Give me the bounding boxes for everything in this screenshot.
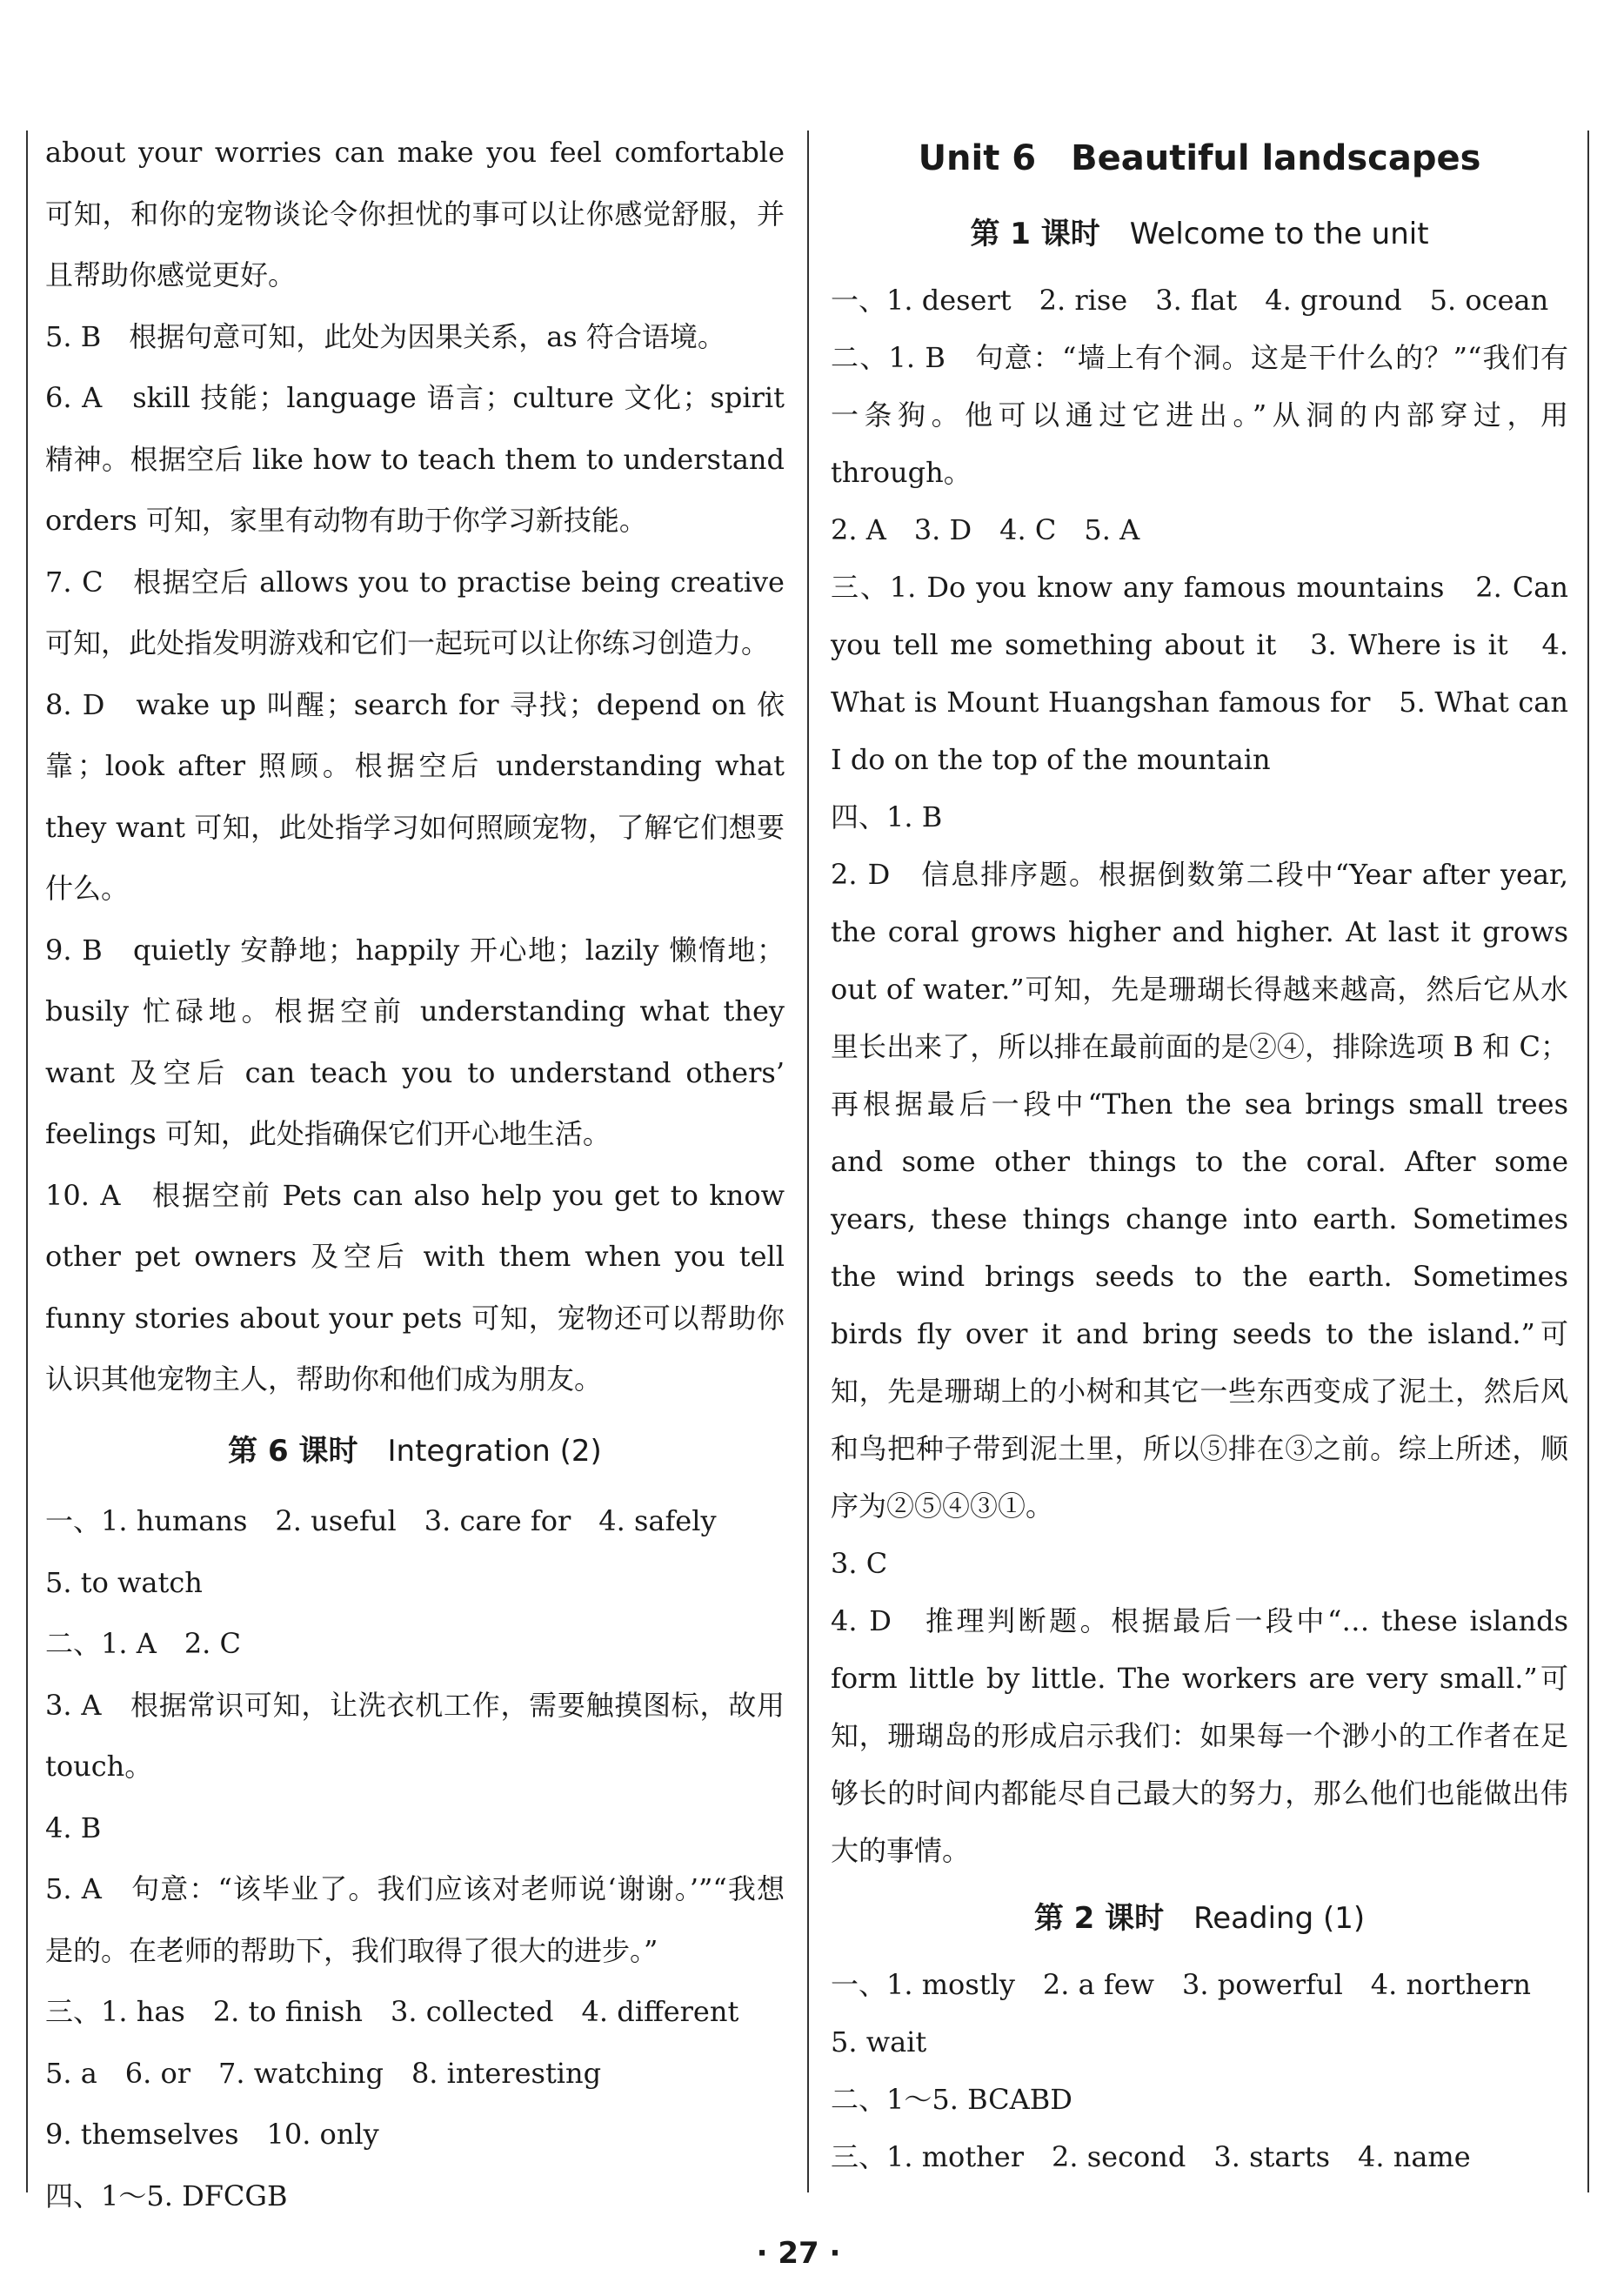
section-lesson-name: Integration (2) [387,1433,602,1469]
answer-paragraph: 5. A 句意：“该毕业了。我们应该对老师说‘谢谢。’”“我想是的。在老师的帮助下，我们取得了很大的进步。” [45,1872,785,1967]
section-heading [831,205,1568,263]
answer-line: 3. C [831,1547,888,1580]
answer-line: 一、1. humans 2. useful 3. care for 4. safely [45,1504,717,1537]
answer-paragraph: about your worries can make you feel comfortable 可知，和你的宠物谈论令你担忧的事可以让你感觉舒服，并且帮助你感觉更好。 [45,136,785,291]
answer-line: 四、1. B [831,800,943,833]
section-lesson-number: 第 1 课时 [970,217,1100,251]
answer-line: 5. to watch [45,1565,203,1599]
answer-paragraph: 7. C 根据空后 allows you to practise being creative 可知，此处指发明游戏和它们一起玩可以让你练习创造力。 [45,565,785,659]
section-lesson-number: 第 2 课时 [1033,1901,1165,1936]
answer-paragraph: 10. A 根据空前 Pets can also help you get to know other pet owners 及空后 with them when you tell funny stories about your pets 可知，宠物还可以帮助你认识其他宠物主人，帮助你和他们成为朋友。 [45,1178,785,1396]
answer-line: 四、1～5. DFCGB [45,2179,288,2212]
answer-paragraph: 9. B quietly 安静地；happily 开心地；lazily 懒惰地；busily 忙碌地。根据空前 understanding what they want 及空后 can teach you to understand others’ feelings 可知，此处指确保它们开心地生活。 [45,933,785,1150]
right-margin-rule [1587,131,1589,2192]
answer-line: 5. a 6. or 7. watching 8. interesting [45,2056,602,2090]
answer-paragraph: 二、1. B 句意：“墙上有个洞。这是干什么的？”“我们有一条狗。他可以通过它进出。”从洞的内部穿过，用 through。 [831,341,1568,489]
section-lesson-name: Reading (1) [1193,1901,1366,1936]
answer-line: 二、1～5. BCABD [831,2083,1072,2116]
answer-line: 9. themselves 10. only [45,2118,379,2151]
column-divider [807,131,809,2192]
answer-line: 4. B [45,1811,102,1844]
answer-line: 2. A 3. D 4. C 5. A [831,513,1140,546]
left-column [45,122,785,2226]
answer-paragraph: 3. A 根据常识可知，让洗衣机工作，需要触摸图标，故用 touch。 [45,1688,785,1783]
answer-paragraph: 2. D 信息排序题。根据倒数第二段中“Year after year, the coral grows higher and higher. At last it grows out of water.”可知，先是珊瑚长得越来越高，然后它从水里长出来了，所以排在最前面的是②④，排除选项 B 和 C；再根据最后一段中“Then the sea brings small trees and some other things to the coral. After some years, these things change into earth. Sometimes the wind brings seeds to the earth. Sometimes birds fly over it and bring seeds to the island.”可知，先是珊瑚上的小树和其它一些东西变成了泥土，然后风和鸟把种子带到泥土里，所以⑤排在③之前。综上所述，顺序为②⑤④③①。 [831,858,1568,1523]
answer-line: 三、1. mother 2. second 3. starts 4. name [831,2140,1471,2173]
answer-paragraph: 5. B 根据句意可知，此处为因果关系，as 符合语境。 [45,319,725,353]
answer-paragraph: 4. D 推理判断题。根据最后一段中“… these islands form little by little. The workers are very small.”可知，珊瑚岛的形成启示我们：如果每一个渺小的工作者在足够长的时间内都能尽自己最大的努力，那么他们也能做出伟大的事情。 [831,1604,1568,1867]
section-lesson-number: 第 6 课时 [228,1433,358,1469]
section-heading [45,1421,785,1483]
right-column [831,122,1568,2186]
answer-line: 三、1. has 2. to finish 3. collected 4. different [45,1995,739,2028]
answer-line: 一、1. desert 2. rise 3. flat 4. ground 5. ocean [831,284,1549,317]
unit-title: Unit 6 Beautiful landscapes [918,138,1481,178]
answer-line: 一、1. mostly 2. a few 3. powerful 4. northern [831,1968,1531,2001]
answer-line: 二、1. A 2. C [45,1627,242,1660]
section-heading [831,1890,1568,1947]
answer-paragraph: 三、1. Do you know any famous mountains 2. Can you tell me something about it 3. Where is it 4. What is Mount Huangshan famous for 5. What can I do on the top of the mountain [831,571,1568,776]
page-number: · 27 · [756,2236,841,2271]
answer-line: 5. wait [831,2025,927,2058]
answer-paragraph: 6. A skill 技能；language 语言；culture 文化；spirit 精神。根据空后 like how to teach them to understand orders 可知，家里有动物有助于你学习新技能。 [45,381,785,537]
answer-paragraph: 8. D wake up 叫醒；search for 寻找；depend on 依靠；look after 照顾。根据空后 understanding what they want 可知，此处指学习如何照顾宠物，了解它们想要什么。 [45,687,785,905]
left-margin-rule [26,131,28,2192]
section-lesson-name: Welcome to the unit [1129,217,1429,251]
